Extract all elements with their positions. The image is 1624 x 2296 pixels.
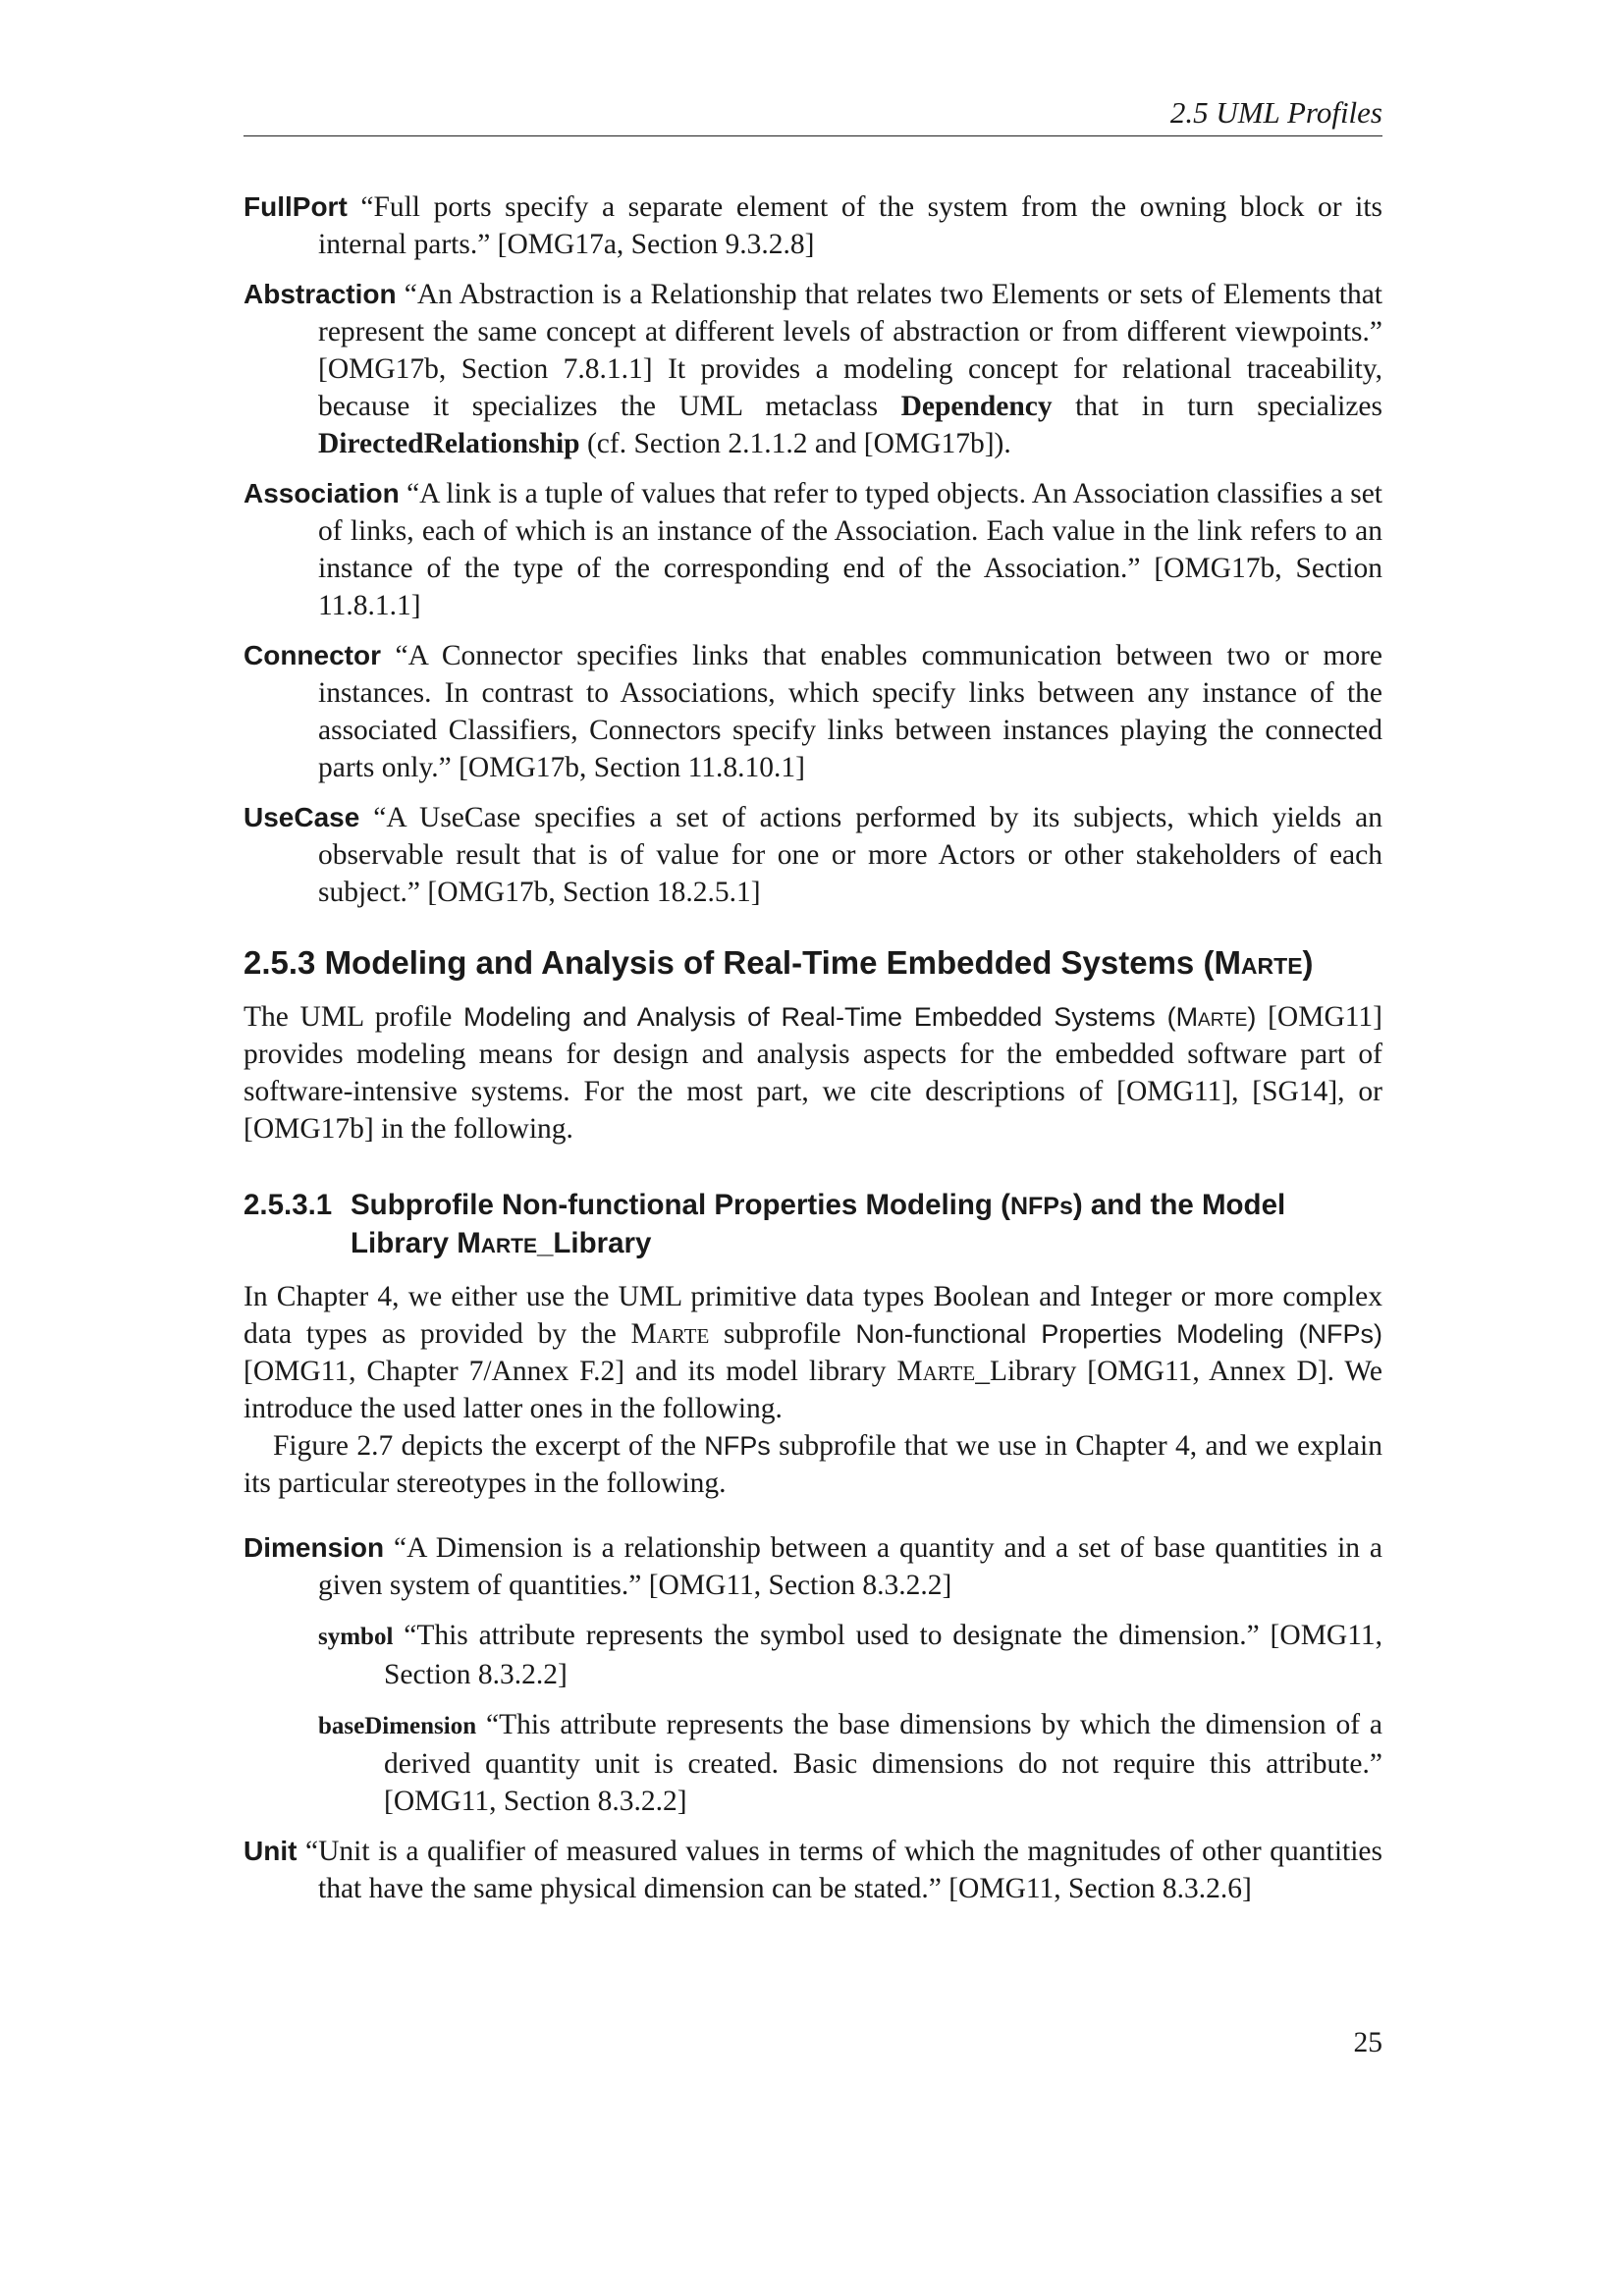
definition-term: Connector (244, 640, 381, 670)
definition-connector (244, 637, 1382, 786)
section-heading (244, 943, 1382, 983)
paragraph-text: In Chapter 4, we either use the UML primitive data types Boolean and Integer or more complex data types as provided by the (244, 1281, 1382, 1350)
section-paragraph (244, 998, 1382, 1148)
definition-text: “A link is a tuple of values that refer to typed objects. An Association classifies a set of links, each of which is an instance of the Association. Each value in the link refers to an instance of the type of the corresponding end of the Association.” [OMG17b, Section 11.8.1.1] (318, 478, 1382, 621)
definition-text: “A UseCase specifies a set of actions performed by its subjects, which yields an observable result that is of value for one or more Actors or other stakeholders of each subject.” [OMG17b, Section 18.2.5.1] (318, 802, 1382, 908)
page-number: 25 (1353, 2027, 1382, 2058)
metaclass-name: Dependency (900, 391, 1053, 422)
definition-unit (244, 1833, 1382, 1907)
subsection-title-marte: Marte (457, 1227, 537, 1259)
definition-dimension (244, 1529, 1382, 1604)
definition-term: Association (244, 478, 400, 508)
subprofile-name: Non-functional Properties Modeling (NFPs) (855, 1319, 1382, 1349)
subsection-heading (244, 1187, 1382, 1262)
definition-text: “An Abstraction is a Relationship that relates two Elements or sets of Elements that represent the same concept at different levels of abstraction or from different viewpoints.” [OMG17b, Section 7.8.1.1] It provides a modeling concept for relational traceability, because it specializes the UML metaclass (318, 279, 1383, 422)
attribute-term: symbol (318, 1624, 394, 1650)
subsection-paragraph (244, 1278, 1382, 1427)
attribute-text: “This attribute represents the symbol used to designate the dimension.” [OMG11, Section 8.3.2.2] (384, 1620, 1383, 1690)
definition-text: “A Dimension is a relationship between a quantity and a set of base quantities in a given system of quantities.” [OMG11, Section 8.3.2.2] (318, 1532, 1383, 1601)
page-body (244, 188, 1382, 1920)
attribute-text: “This attribute represents the base dimensions by which the dimension of a derived quantity unit is created. Basic dimensions do not require this attribute.” [OMG11, Section 8.3.2.2] (384, 1709, 1383, 1817)
subprofile-name: NFPs (704, 1431, 771, 1461)
definition-usecase (244, 799, 1382, 911)
subsection-number: 2.5.3.1 (244, 1189, 333, 1221)
profile-name-end: ) (1247, 1002, 1257, 1032)
attribute-basedimension (244, 1706, 1382, 1820)
subsection-title: Subprofile Non-functional Properties Modeling ( (351, 1189, 1010, 1221)
metaclass-name: DirectedRelationship (318, 428, 580, 459)
attribute-symbol (244, 1617, 1382, 1693)
section-title: 2.5.3 Modeling and Analysis of Real-Time Embedded Systems ( (244, 944, 1215, 981)
paragraph-text: subprofile that we use in Chapter 4, and we explain its particular stereotypes in the following. (244, 1430, 1382, 1499)
marte-name: Marte (896, 1356, 976, 1387)
subsection-title: _Library (536, 1227, 652, 1259)
profile-name: Modeling and Analysis of Real-Time Embedded Systems ( (463, 1002, 1176, 1032)
definition-text: “Unit is a qualifier of measured values in terms of which the magnitudes of other quantities that have the same physical dimension can be stated.” [OMG11, Section 8.3.2.6] (305, 1836, 1383, 1904)
definition-text: (cf. Section 2.1.1.2 and [OMG17b]). (579, 428, 1011, 459)
section-title-marte: Marte (1214, 944, 1303, 981)
spacer (244, 1502, 1382, 1529)
running-header (244, 90, 1382, 136)
definition-term: UseCase (244, 802, 360, 832)
subsection-paragraph (244, 1427, 1382, 1502)
section-title-end: ) (1302, 944, 1314, 981)
definition-association (244, 475, 1382, 624)
definition-text: “Full ports specify a separate element of the system from the owning block or its internal parts.” [OMG17a, Section 9.3.2.8] (318, 191, 1383, 260)
definition-text: that in turn specializes (1052, 391, 1383, 422)
definition-fullport (244, 188, 1382, 263)
attribute-term: baseDimension (318, 1713, 477, 1739)
paragraph-text: [OMG11, Chapter 7/Annex F.2] and its model library (244, 1356, 897, 1387)
definition-abstraction (244, 276, 1382, 462)
paragraph-text: The UML profile (244, 1001, 464, 1033)
subsection-title-nfps: NFPs (1009, 1193, 1073, 1220)
definition-term: Abstraction (244, 279, 397, 309)
definition-term: FullPort (244, 191, 348, 222)
definition-term: Unit (244, 1836, 298, 1866)
paragraph-text: [OMG11] provides modeling means for design and analysis aspects for the embedded software part of software-intensive systems. For the most part, we cite descriptions of [OMG11], [SG14], or [OMG17b] in the following. (244, 1001, 1382, 1145)
definition-text: “A Connector specifies links that enables communication between two or more instances. In contrast to Associations, which specify links between any instance of the associated Classifiers, Connectors specify links between instances playing the connected parts only.” [OMG17b, Section 11.8.10.1] (318, 640, 1382, 783)
profile-name-marte: Marte (1175, 1002, 1248, 1032)
paragraph-text: subprofile (709, 1318, 856, 1350)
marte-name: Marte (630, 1318, 710, 1350)
subsection-title: ) and the Model Library (351, 1189, 1286, 1259)
paragraph-text: Figure 2.7 depicts the excerpt of the (273, 1430, 705, 1462)
running-head-title: 2.5 UML Profiles (1169, 95, 1382, 130)
paragraph-text: _Library [OMG11, Annex D]. We introduce the used latter ones in the following. (244, 1356, 1382, 1424)
definition-term: Dimension (244, 1532, 385, 1563)
